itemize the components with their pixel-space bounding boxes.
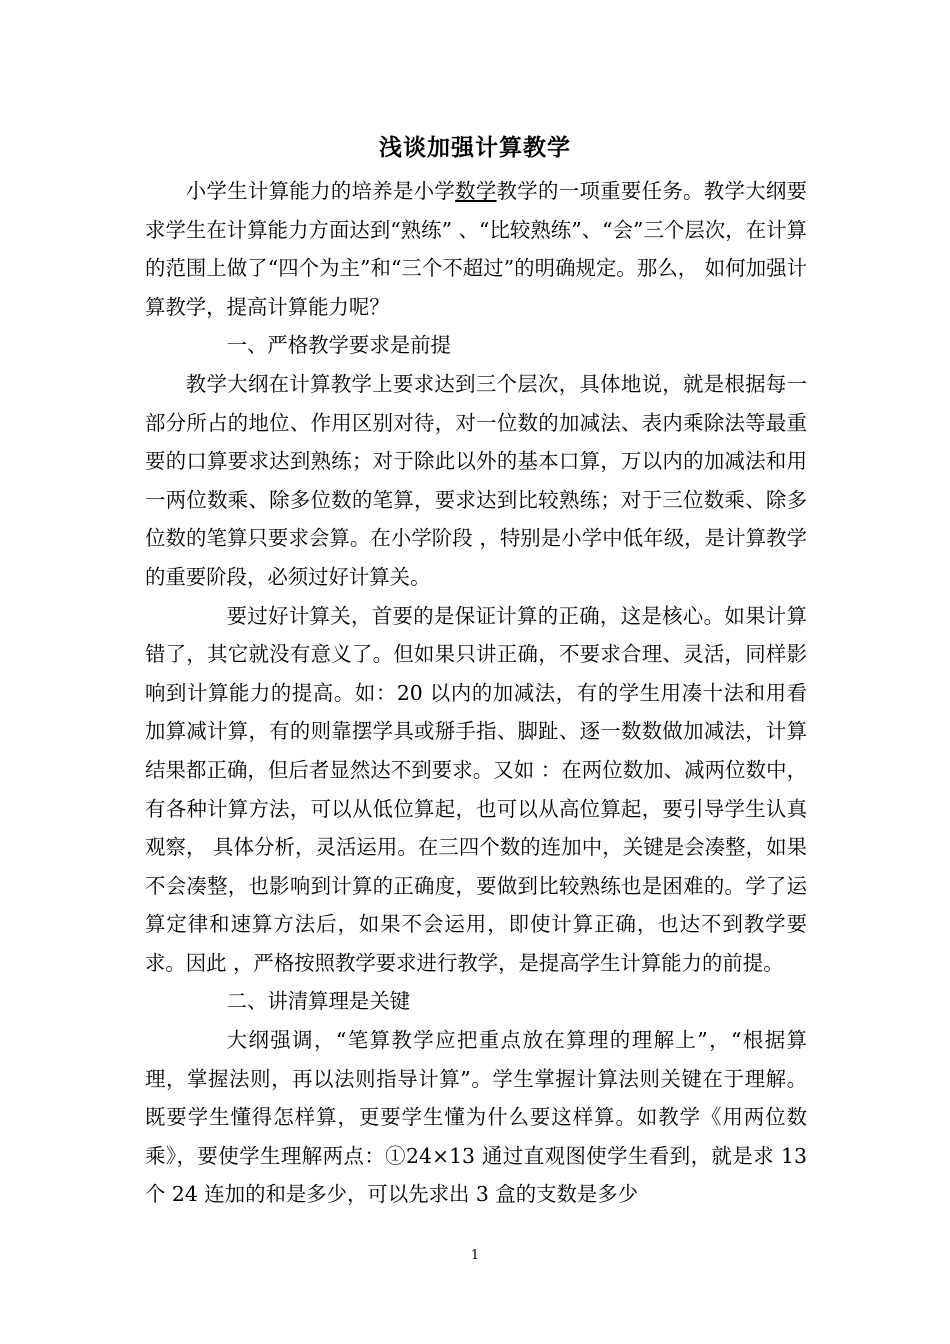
page-number: 1: [470, 1248, 480, 1263]
document-body: [145, 172, 807, 1214]
section2-heading: 二、讲清算理是关键: [226, 989, 411, 1014]
section1-paragraph-1: 教学大纲在计算教学上要求达到三个层次，具体地说，就是根据每一部分所占的地位、作用区别对待，对一位数的加减法、表内乘除法等最重要的口算要求达到熟练；对于除此以外的基本口算，万以内的加减法和用一两位数乘、除多位数的笔算，要求达到比较熟练；对于三位数乘、除多位数的笔算只要求会算。在小学阶段 ，特别是小学中低年级，是计算教学的重要阶段，必须过好计算关。: [145, 371, 807, 589]
section2-paragraph-1: 大纲强调，“笔算教学应把重点放在算理的理解上”，“根据算理，掌握法则，再以法则指导计算”。学生掌握计算法则关键在于理解。既要学生懂得怎样算，更要学生懂为什么要这样算。如教学《用两位数乘》，要使学生理解两点：①24×13 通过直观图使学生看到，就是求 13 个 24 连加的和是多少，可以先求出 3 盒的支数是多少: [145, 1028, 807, 1207]
document-title: 浅谈加强计算教学: [379, 135, 571, 161]
intro-text-end: 教学的一项重要任务。教学大纲要求学生在计算能力方面达到“熟练” 、“比较熟练”、“会”三个层次，在计算的范围上做了“四个为主”和“三个不超过”的明确规定。那么， 如何加强计算教学，提高计算能力呢？: [145, 179, 808, 319]
intro-text-start: 小学生计算能力的培养是小学: [185, 179, 456, 203]
intro-paragraph: [145, 172, 807, 326]
section1-heading: 一、严格教学要求是前提: [226, 333, 451, 358]
section1-paragraph-2: 要过好计算关，首要的是保证计算的正确，这是核心。如果计算错了，其它就没有意义了。但如果只讲正确，不要求合理、灵活，同样影响到计算能力的提高。如：20 以内的加减法，有的学生用凑十法和用看加算减计算，有的则靠摆学具或掰手指、脚趾、逐一数数做加减法，计算结果都正确，但后者显然达不到要求。又如 ：在两位数加、减两位数中，有各种计算方法，可以从低位算起，也可以从高位算起，要引导学生认真观察， 具体分析，灵活运用。在三四个数的连加中，关键是会凑整，如果不会凑整，也影响到计算的正确度，要做到比较熟练也是困难的。学了运算定律和速算方法后，如果不会运用，即使计算正确，也达不到教学要求。因此 ，严格按照教学要求进行教学，是提高学生计算能力的前提。: [145, 603, 807, 975]
math-link[interactable]: 数学: [455, 179, 497, 203]
